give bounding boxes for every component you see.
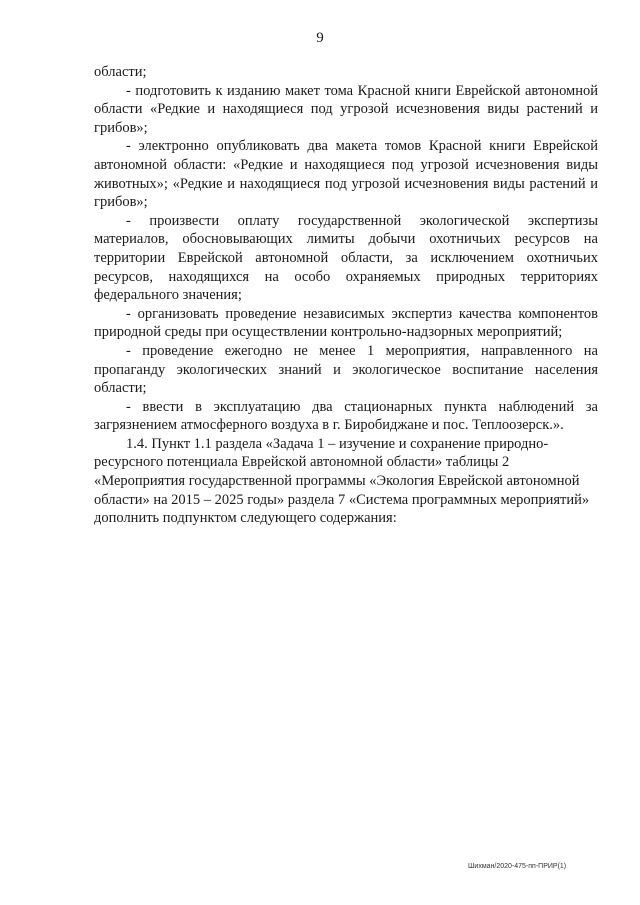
page-number: 9 <box>316 30 324 46</box>
paragraph-ecological-education: - проведение ежегодно не менее 1 мероприятия, направленного на пропаганду экологических знаний и экологическое воспитание населения области; <box>94 342 598 397</box>
paragraph-ecological-expertise: - произвести оплату государственной экологической экспертизы материалов, обосновывающих лимиты добычи охотничьих ресурсов на территории Еврейской автономной области, за исключением охотничьих ресурсов, находящихся на особо охраняемых природных территориях федерального значения; <box>94 212 598 304</box>
paragraph-clause-1-4: 1.4. Пункт 1.1 раздела «Задача 1 – изучение и сохранение природно-ресурсного потенциала Еврейской автономной области» таблицы 2 «Мероприятия государственной программы «Экология Еврейской автономной области» на 2015 – 2025 годы» раздела 7 «Система программных мероприятий» дополнить подпунктом следующего содержания: <box>94 435 590 527</box>
paragraph-red-book-plants: - подготовить к изданию макет тома Красной книги Еврейской автономной области «Редкие и находящиеся под угрозой исчезновения виды растений и грибов»; <box>94 82 598 136</box>
paragraph-red-book-electronic: - электронно опубликовать два макета томов Красной книги Еврейской автономной области: «Редкие и находящиеся под угрозой исчезновения виды животных»; «Редкие и находящиеся под угрозой исчезновения виды растений и грибов»; <box>94 138 598 211</box>
document-body <box>94 63 598 528</box>
paragraph-continuation: области; <box>94 64 147 80</box>
paragraph-independent-expertise: - организовать проведение независимых экспертиз качества компонентов природной среды при осуществлении контрольно-надзорных мероприятий; <box>94 305 598 341</box>
paragraph-monitoring-stations: - ввести в эксплуатацию два стационарных пункта наблюдений за загрязнением атмосферного воздуха в г. Биробиджане и пос. Теплоозерск.». <box>94 398 598 434</box>
document-footer-code: Шихман/2020-475-пп-ПРИР(1) <box>468 863 567 870</box>
